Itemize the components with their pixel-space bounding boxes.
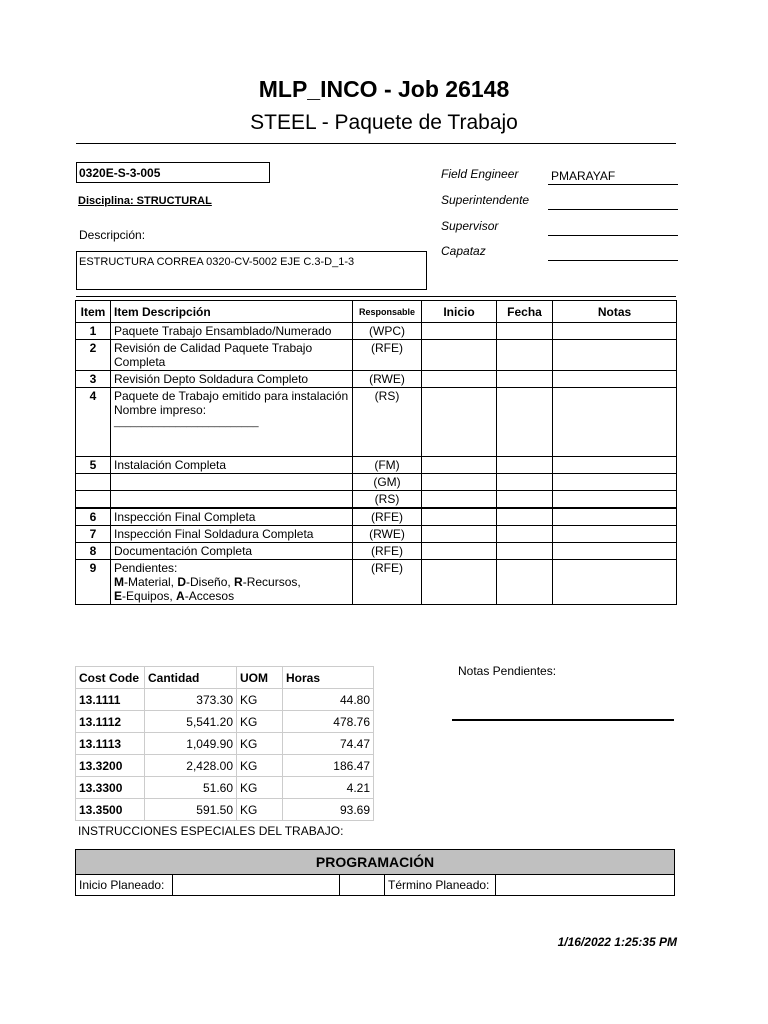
col-desc: Item Descripción — [111, 301, 353, 323]
item-resp: (RWE) — [353, 526, 422, 543]
cost-uom: KG — [237, 711, 283, 733]
cost-code: 13.3200 — [76, 755, 145, 777]
discipline: Disciplina: STRUCTURAL — [78, 195, 212, 207]
table-row — [76, 711, 374, 733]
col-resp: Responsable — [353, 301, 422, 323]
item-resp: (FM) — [353, 457, 422, 474]
field-engineer-label: Field Engineer — [441, 167, 519, 181]
cost-col-horas: Horas — [283, 667, 374, 689]
header-divider — [76, 143, 676, 144]
instrucciones-label: INSTRUCCIONES ESPECIALES DEL TRABAJO: — [78, 824, 344, 838]
code-e-text: -Equipos, — [122, 589, 177, 603]
table-row — [76, 733, 374, 755]
item-fecha — [497, 323, 553, 340]
item-resp: (RS) — [353, 388, 422, 457]
col-item: Item — [76, 301, 111, 323]
item-resp: (WPC) — [353, 323, 422, 340]
item-inicio — [422, 526, 497, 543]
cost-header-row — [76, 667, 374, 689]
item-inicio — [422, 388, 497, 457]
item-num — [76, 474, 111, 491]
item-num: 9 — [76, 560, 111, 605]
cost-code: 13.3300 — [76, 777, 145, 799]
checklist-table — [75, 300, 677, 605]
table-row — [76, 491, 677, 509]
cost-uom: KG — [237, 777, 283, 799]
table-row — [76, 560, 677, 605]
programacion-header-row — [76, 850, 675, 875]
table-row — [76, 755, 374, 777]
table-row — [76, 388, 677, 457]
programacion-title: PROGRAMACIÓN — [76, 850, 675, 875]
notas-pendientes-label: Notas Pendientes: — [458, 664, 557, 678]
item-desc: Documentación Completa — [111, 543, 353, 560]
item-desc-line1: Paquete de Trabajo emitido para instalación — [114, 389, 349, 403]
item-resp: (RFE) — [353, 340, 422, 371]
field-engineer-value: PMARAYAF — [551, 169, 616, 183]
table-row — [76, 508, 677, 526]
item-inicio — [422, 474, 497, 491]
supervisor-label: Supervisor — [441, 219, 499, 233]
cost-horas: 186.47 — [283, 755, 374, 777]
item-num: 6 — [76, 508, 111, 526]
field-engineer-line — [548, 184, 678, 185]
item-fecha — [497, 560, 553, 605]
pendientes-label: Pendientes: — [114, 561, 178, 575]
cost-uom: KG — [237, 733, 283, 755]
notas-pendientes-line — [452, 719, 674, 721]
cost-code: 13.1113 — [76, 733, 145, 755]
item-notas — [553, 371, 677, 388]
item-desc: Inspección Final Completa — [111, 508, 353, 526]
item-fecha — [497, 474, 553, 491]
capataz-label: Capataz — [441, 244, 486, 258]
description-box: ESTRUCTURA CORREA 0320-CV-5002 EJE C.3-D_1-3 — [76, 251, 427, 290]
code-e: E — [114, 589, 123, 603]
supervisor-line — [548, 235, 678, 236]
termino-planeado-value — [496, 875, 675, 896]
item-num: 4 — [76, 388, 111, 457]
section-divider — [76, 296, 676, 297]
col-fecha: Fecha — [497, 301, 553, 323]
item-num: 7 — [76, 526, 111, 543]
cost-cantidad: 1,049.90 — [145, 733, 237, 755]
item-resp: (GM) — [353, 474, 422, 491]
table-row — [76, 526, 677, 543]
item-notas — [553, 526, 677, 543]
programacion-table — [75, 849, 675, 896]
item-num: 5 — [76, 457, 111, 474]
item-notas — [553, 491, 677, 509]
code-r: R — [234, 575, 243, 589]
cost-code: 13.1112 — [76, 711, 145, 733]
item-desc — [111, 388, 353, 457]
superintendente-line — [548, 209, 678, 210]
page-subtitle: STEEL - Paquete de Trabajo — [250, 111, 518, 134]
item-desc — [111, 560, 353, 605]
inicio-planeado-value — [173, 875, 340, 896]
item-desc — [111, 474, 353, 491]
item-fecha — [497, 388, 553, 457]
item-desc-line3: __________________________ — [114, 417, 259, 428]
spacer-cell — [340, 875, 385, 896]
item-desc: Revisión Depto Soldadura Completo — [111, 371, 353, 388]
table-row — [76, 371, 677, 388]
item-desc: Inspección Final Soldadura Completa — [111, 526, 353, 543]
item-desc-line2: Nombre impreso: — [114, 403, 207, 417]
cost-horas: 74.47 — [283, 733, 374, 755]
item-inicio — [422, 457, 497, 474]
cost-col-code: Cost Code — [76, 667, 145, 689]
termino-planeado-label: Término Planeado: — [385, 875, 496, 896]
item-inicio — [422, 323, 497, 340]
item-inicio — [422, 508, 497, 526]
item-resp: (RS) — [353, 491, 422, 509]
checklist-header-row — [76, 301, 677, 323]
code-d-text: -Diseño, — [186, 575, 235, 589]
code-r-text: -Recursos, — [242, 575, 301, 589]
code-d: D — [177, 575, 187, 589]
programacion-row — [76, 875, 675, 896]
item-notas — [553, 560, 677, 605]
cost-code: 13.3500 — [76, 799, 145, 821]
page-title: MLP_INCO - Job 26148 — [258, 76, 510, 102]
item-inicio — [422, 560, 497, 605]
cost-cantidad: 5,541.20 — [145, 711, 237, 733]
item-inicio — [422, 543, 497, 560]
item-desc: Instalación Completa — [111, 457, 353, 474]
item-inicio — [422, 340, 497, 371]
cost-horas: 44.80 — [283, 689, 374, 711]
item-fecha — [497, 491, 553, 509]
table-row — [76, 474, 677, 491]
item-notas — [553, 340, 677, 371]
item-inicio — [422, 491, 497, 509]
table-row — [76, 799, 374, 821]
item-num: 1 — [76, 323, 111, 340]
capataz-line — [548, 260, 678, 261]
item-notas — [553, 508, 677, 526]
table-row — [76, 457, 677, 474]
item-fecha — [497, 526, 553, 543]
table-row — [76, 340, 677, 371]
cost-horas: 93.69 — [283, 799, 374, 821]
item-resp: (RFE) — [353, 560, 422, 605]
code-a-text: -Accesos — [184, 589, 235, 603]
table-row — [76, 689, 374, 711]
item-num: 3 — [76, 371, 111, 388]
description-label: Descripción: — [79, 228, 146, 242]
item-desc: Paquete Trabajo Ensamblado/Numerado — [111, 323, 353, 340]
item-notas — [553, 388, 677, 457]
print-timestamp: 1/16/2022 1:25:35 PM — [557, 935, 677, 949]
item-desc — [111, 491, 353, 509]
item-resp: (RFE) — [353, 543, 422, 560]
table-row — [76, 323, 677, 340]
cost-uom: KG — [237, 755, 283, 777]
cost-code: 13.1111 — [76, 689, 145, 711]
cost-horas: 478.76 — [283, 711, 374, 733]
cost-uom: KG — [237, 689, 283, 711]
package-code: 0320E-S-3-005 — [76, 162, 270, 183]
item-desc: Revisión de Calidad Paquete Trabajo Completa — [111, 340, 353, 371]
item-fecha — [497, 371, 553, 388]
table-row — [76, 543, 677, 560]
col-notas: Notas — [553, 301, 677, 323]
cost-cantidad: 51.60 — [145, 777, 237, 799]
cost-col-cantidad: Cantidad — [145, 667, 237, 689]
item-num: 8 — [76, 543, 111, 560]
cost-uom: KG — [237, 799, 283, 821]
item-notas — [553, 474, 677, 491]
cost-horas: 4.21 — [283, 777, 374, 799]
table-row — [76, 777, 374, 799]
item-resp: (RFE) — [353, 508, 422, 526]
cost-table — [75, 666, 374, 821]
item-fecha — [497, 340, 553, 371]
item-fecha — [497, 543, 553, 560]
cost-cantidad: 373.30 — [145, 689, 237, 711]
cost-cantidad: 591.50 — [145, 799, 237, 821]
item-resp: (RWE) — [353, 371, 422, 388]
cost-col-uom: UOM — [237, 667, 283, 689]
item-notas — [553, 323, 677, 340]
inicio-planeado-label: Inicio Planeado: — [76, 875, 173, 896]
item-fecha — [497, 508, 553, 526]
code-m: M — [114, 575, 124, 589]
item-notas — [553, 543, 677, 560]
code-a: A — [176, 589, 185, 603]
code-m-text: -Material, — [124, 575, 178, 589]
item-num: 2 — [76, 340, 111, 371]
col-inicio: Inicio — [422, 301, 497, 323]
pendientes-line2 — [114, 589, 349, 603]
pendientes-line1 — [114, 575, 349, 589]
item-notas — [553, 457, 677, 474]
item-num — [76, 491, 111, 509]
item-inicio — [422, 371, 497, 388]
item-fecha — [497, 457, 553, 474]
cost-cantidad: 2,428.00 — [145, 755, 237, 777]
superintendente-label: Superintendente — [441, 193, 530, 207]
